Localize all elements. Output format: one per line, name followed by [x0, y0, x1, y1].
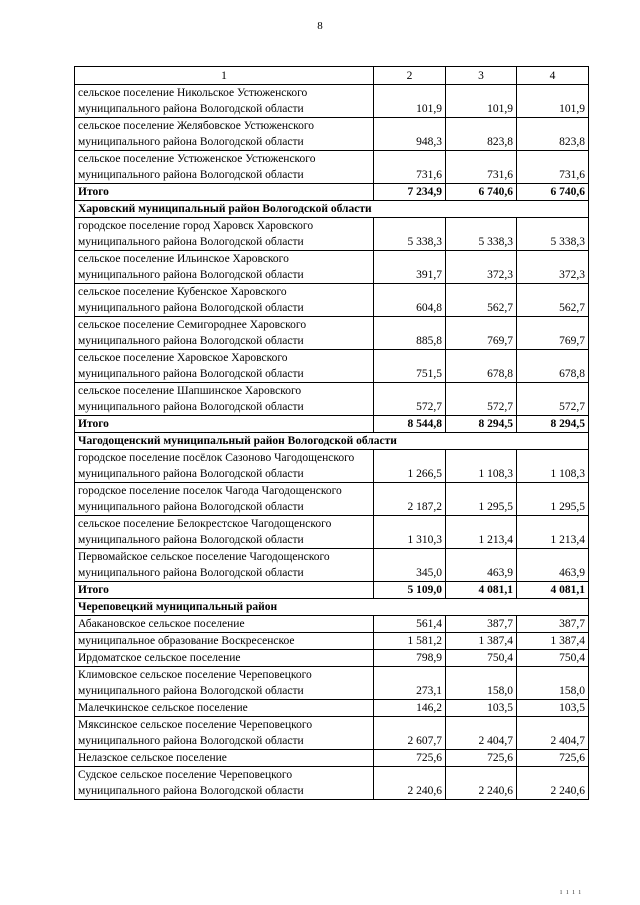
- municipality-name: сельское поселение Кубенское Харовского муниципального района Вологодской области: [75, 284, 374, 317]
- value-col-4: 731,6: [517, 151, 589, 184]
- value-col-3: 731,6: [446, 151, 517, 184]
- value-col-2: 2 187,2: [374, 483, 446, 516]
- value-col-3: 678,8: [446, 350, 517, 383]
- municipality-name: сельское поселение Семигороднее Харовского муниципального района Вологодской области: [75, 317, 374, 350]
- section-title: Чагодощенский муниципальный район Вологодской области: [75, 433, 589, 450]
- value-col-4: 101,9: [517, 85, 589, 118]
- value-col-2: 2 240,6: [374, 767, 446, 800]
- header-row: [75, 67, 589, 85]
- value-col-3: 372,3: [446, 251, 517, 284]
- municipality-name: Абакановское сельское поселение: [75, 616, 374, 633]
- section-title: Череповецкий муниципальный район: [75, 599, 589, 616]
- value-col-3: 387,7: [446, 616, 517, 633]
- municipality-name: Итого: [75, 416, 374, 433]
- value-col-3: 6 740,6: [446, 184, 517, 201]
- table-row: [75, 483, 589, 516]
- municipality-name: сельское поселение Шапшинское Харовского муниципального района Вологодской области: [75, 383, 374, 416]
- value-col-4: 1 108,3: [517, 450, 589, 483]
- value-col-3: 1 295,5: [446, 483, 517, 516]
- table-row: [75, 218, 589, 251]
- value-col-3: 158,0: [446, 667, 517, 700]
- value-col-4: 562,7: [517, 284, 589, 317]
- value-col-2: 725,6: [374, 750, 446, 767]
- value-col-2: 1 310,3: [374, 516, 446, 549]
- value-col-2: 146,2: [374, 700, 446, 717]
- section-row: [75, 433, 589, 450]
- table-row: [75, 750, 589, 767]
- table-row: [75, 549, 589, 582]
- value-col-4: 4 081,1: [517, 582, 589, 599]
- value-col-3: 2 240,6: [446, 767, 517, 800]
- value-col-3: 725,6: [446, 750, 517, 767]
- table-row: [75, 151, 589, 184]
- municipality-name: Климовское сельское поселение Череповецкого муниципального района Вологодской области: [75, 667, 374, 700]
- municipality-name: Итого: [75, 184, 374, 201]
- value-col-2: 798,9: [374, 650, 446, 667]
- value-col-2: 572,7: [374, 383, 446, 416]
- value-col-4: 463,9: [517, 549, 589, 582]
- municipality-name: сельское поселение Харовское Харовского муниципального района Вологодской области: [75, 350, 374, 383]
- value-col-4: 1 387,4: [517, 633, 589, 650]
- value-col-3: 769,7: [446, 317, 517, 350]
- value-col-4: 158,0: [517, 667, 589, 700]
- page-number: 8: [317, 20, 323, 32]
- table-row: [75, 717, 589, 750]
- value-col-2: 561,4: [374, 616, 446, 633]
- column-header-4: 4: [517, 67, 589, 85]
- value-col-3: 463,9: [446, 549, 517, 582]
- total-row: [75, 582, 589, 599]
- municipality-name: сельское поселение Устюженское Устюженского муниципального района Вологодской области: [75, 151, 374, 184]
- section-row: [75, 201, 589, 218]
- value-col-2: 5 109,0: [374, 582, 446, 599]
- value-col-3: 823,8: [446, 118, 517, 151]
- municipality-name: Ирдоматское сельское поселение: [75, 650, 374, 667]
- section-title: Харовский муниципальный район Вологодской области: [75, 201, 589, 218]
- table-row: [75, 633, 589, 650]
- value-col-2: 7 234,9: [374, 184, 446, 201]
- value-col-2: 273,1: [374, 667, 446, 700]
- value-col-4: 725,6: [517, 750, 589, 767]
- table-row: [75, 383, 589, 416]
- total-row: [75, 184, 589, 201]
- value-col-3: 103,5: [446, 700, 517, 717]
- table-row: [75, 616, 589, 633]
- value-col-3: 8 294,5: [446, 416, 517, 433]
- value-col-3: 572,7: [446, 383, 517, 416]
- municipality-name: городское поселение посёлок Сазоново Чагодощенского муниципального района Вологодской области: [75, 450, 374, 483]
- municipality-name: сельское поселение Желябовское Устюженского муниципального района Вологодской области: [75, 118, 374, 151]
- column-header-1: 1: [75, 67, 374, 85]
- table-row: [75, 767, 589, 800]
- table-row: [75, 284, 589, 317]
- value-col-3: 101,9: [446, 85, 517, 118]
- value-col-2: 731,6: [374, 151, 446, 184]
- value-col-2: 751,5: [374, 350, 446, 383]
- value-col-4: 750,4: [517, 650, 589, 667]
- value-col-3: 750,4: [446, 650, 517, 667]
- value-col-4: 1 295,5: [517, 483, 589, 516]
- table-row: [75, 251, 589, 284]
- table-row: [75, 118, 589, 151]
- value-col-2: 1 581,2: [374, 633, 446, 650]
- value-col-3: 1 108,3: [446, 450, 517, 483]
- table-row: [75, 667, 589, 700]
- value-col-2: 948,3: [374, 118, 446, 151]
- budget-table: [74, 66, 589, 800]
- municipality-name: сельское поселение Никольское Устюженского муниципального района Вологодской области: [75, 85, 374, 118]
- table-row: [75, 350, 589, 383]
- municipality-name: городское поселение город Харовск Харовского муниципального района Вологодской области: [75, 218, 374, 251]
- value-col-4: 8 294,5: [517, 416, 589, 433]
- table-row: [75, 317, 589, 350]
- table-row: [75, 450, 589, 483]
- value-col-4: 823,8: [517, 118, 589, 151]
- value-col-4: 372,3: [517, 251, 589, 284]
- value-col-2: 345,0: [374, 549, 446, 582]
- value-col-2: 604,8: [374, 284, 446, 317]
- value-col-2: 101,9: [374, 85, 446, 118]
- municipality-name: Малечкинское сельское поселение: [75, 700, 374, 717]
- value-col-2: 5 338,3: [374, 218, 446, 251]
- column-header-3: 3: [446, 67, 517, 85]
- value-col-4: 678,8: [517, 350, 589, 383]
- municipality-name: городское поселение поселок Чагода Чагодощенского муниципального района Вологодской области: [75, 483, 374, 516]
- table-row: [75, 700, 589, 717]
- municipality-name: муниципальное образование Воскресенское: [75, 633, 374, 650]
- value-col-4: 387,7: [517, 616, 589, 633]
- municipality-name: Мяксинское сельское поселение Череповецкого муниципального района Вологодской области: [75, 717, 374, 750]
- municipality-name: Первомайское сельское поселение Чагодощенского муниципального района Вологодской области: [75, 549, 374, 582]
- value-col-3: 5 338,3: [446, 218, 517, 251]
- table-row: [75, 650, 589, 667]
- value-col-2: 8 544,8: [374, 416, 446, 433]
- value-col-3: 1 387,4: [446, 633, 517, 650]
- value-col-4: 103,5: [517, 700, 589, 717]
- value-col-4: 2 240,6: [517, 767, 589, 800]
- value-col-2: 2 607,7: [374, 717, 446, 750]
- value-col-4: 769,7: [517, 317, 589, 350]
- municipality-name: сельское поселение Ильинское Харовского муниципального района Вологодской области: [75, 251, 374, 284]
- value-col-2: 885,8: [374, 317, 446, 350]
- section-row: [75, 599, 589, 616]
- municipality-name: Итого: [75, 582, 374, 599]
- value-col-3: 1 213,4: [446, 516, 517, 549]
- value-col-4: 5 338,3: [517, 218, 589, 251]
- municipality-name: сельское поселение Белокрестское Чагодощенского муниципального района Вологодской области: [75, 516, 374, 549]
- column-header-2: 2: [374, 67, 446, 85]
- value-col-4: 1 213,4: [517, 516, 589, 549]
- value-col-4: 2 404,7: [517, 717, 589, 750]
- value-col-4: 572,7: [517, 383, 589, 416]
- footer-marks: ı ı ı ı: [560, 887, 582, 896]
- table-row: [75, 85, 589, 118]
- municipality-name: Судское сельское поселение Череповецкого муниципального района Вологодской области: [75, 767, 374, 800]
- value-col-3: 562,7: [446, 284, 517, 317]
- value-col-4: 6 740,6: [517, 184, 589, 201]
- municipality-name: Нелазское сельское поселение: [75, 750, 374, 767]
- value-col-2: 1 266,5: [374, 450, 446, 483]
- value-col-3: 2 404,7: [446, 717, 517, 750]
- value-col-3: 4 081,1: [446, 582, 517, 599]
- table-row: [75, 516, 589, 549]
- value-col-2: 391,7: [374, 251, 446, 284]
- total-row: [75, 416, 589, 433]
